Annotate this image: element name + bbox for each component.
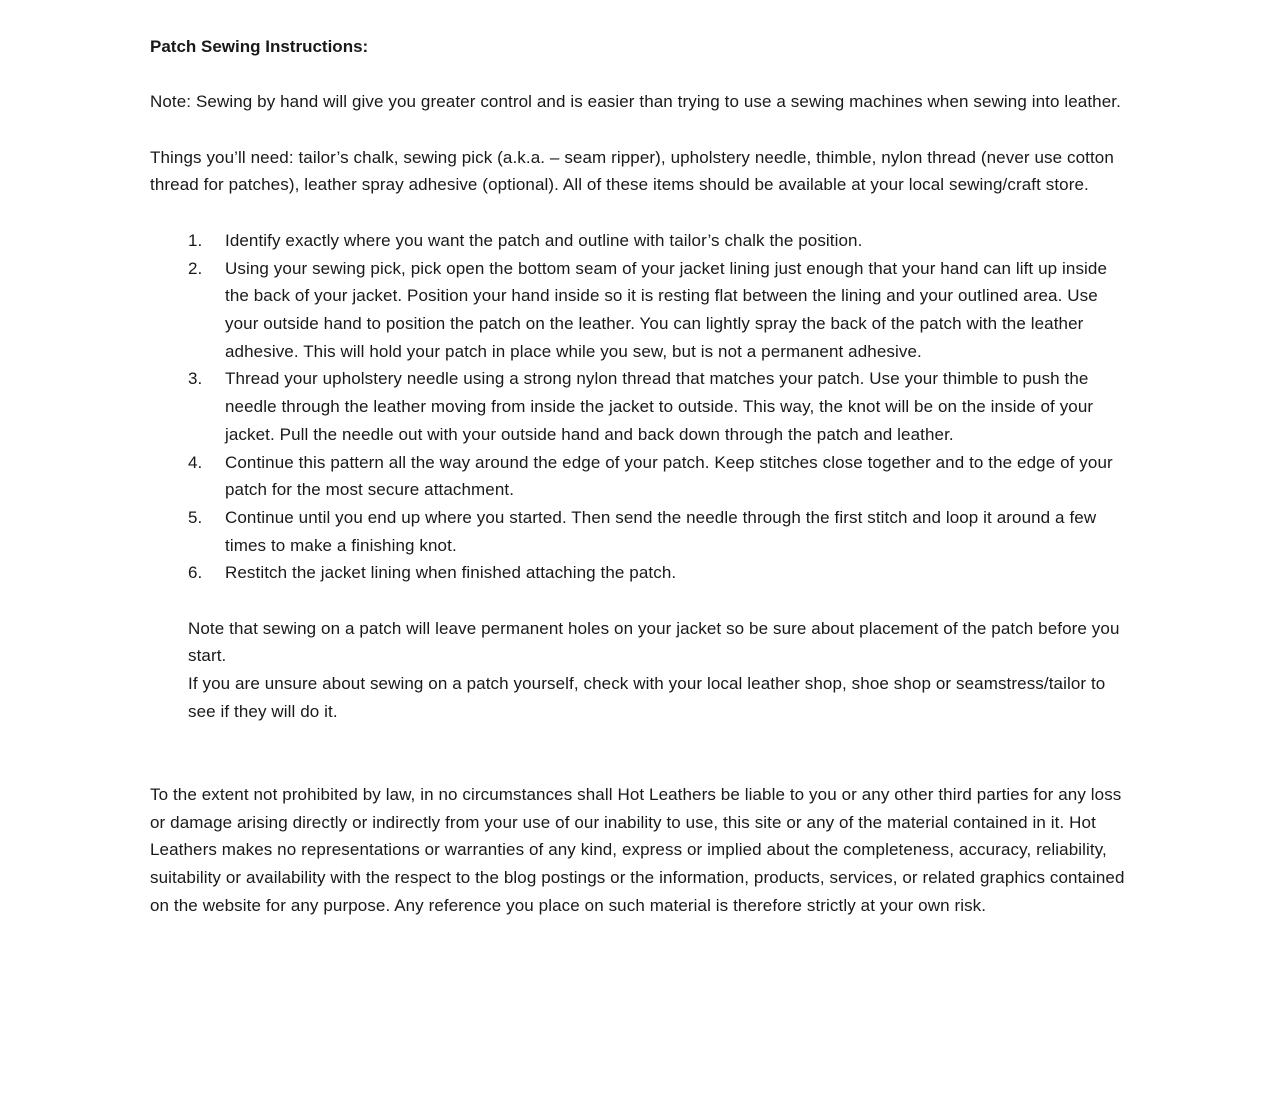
step-text: Identify exactly where you want the patch and outline with tailor’s chalk the position.	[225, 230, 863, 250]
step-text: Restitch the jacket lining when finished attaching the patch.	[225, 563, 677, 583]
step-item-1	[150, 227, 1125, 255]
step-number: 3.	[188, 369, 203, 389]
step-text: Continue until you end up where you started. Then send the needle through the first stitch and loop it around a few times to make a finishing knot.	[225, 507, 1097, 555]
disclaimer-paragraph: To the extent not prohibited by law, in no circumstances shall Hot Leathers be liable to you or any other third parties for any loss or damage arising directly or indirectly from your use of our inability to use, this site or any of the material contained in it. Hot Leathers makes no representations or warranties of any kind, express or implied about the completeness, accuracy, reliability, suitability or availability with the respect to the blog postings or the information, products, services, or related graphics contained on the website for any purpose. Any reference you place on such material is therefore strictly at your own risk.	[150, 784, 1125, 915]
step-item-2	[150, 255, 1125, 366]
document-title: Patch Sewing Instructions:	[150, 37, 369, 56]
step-number: 4.	[188, 452, 203, 472]
placement-note-paragraph: Note that sewing on a patch will leave permanent holes on your jacket so be sure about placement of the patch before you start.	[188, 618, 1120, 666]
notes-block	[188, 615, 1125, 726]
step-text: Using your sewing pick, pick open the bottom seam of your jacket lining just enough that your hand can lift up inside the back of your jacket. Position your hand inside so it is resting flat between the lining and your outlined area. Use your outside hand to position the patch on the leather. You can lightly spray the back of the patch with the leather adhesive. This will hold your patch in place while you sew, but is not a permanent adhesive.	[225, 258, 1108, 361]
diy-alternative-paragraph: If you are unsure about sewing on a patch yourself, check with your local leather shop, shoe shop or seamstress/tailor to see if they will do it.	[188, 674, 1106, 721]
step-number: 5.	[188, 507, 203, 527]
step-number: 1.	[188, 230, 203, 250]
step-number: 2.	[188, 258, 203, 278]
step-item-3	[150, 365, 1125, 448]
step-number: 6.	[188, 563, 203, 583]
step-text: Continue this pattern all the way around the edge of your patch. Keep stitches close together and to the edge of your patch for the most secure attachment.	[225, 452, 1113, 500]
intro-note-paragraph: Note: Sewing by hand will give you greater control and is easier than trying to use a sewing machines when sewing into leather.	[150, 92, 1121, 112]
step-item-4	[150, 449, 1125, 504]
steps-list	[150, 227, 1125, 587]
step-text: Thread your upholstery needle using a strong nylon thread that matches your patch. Use your thimble to push the needle through the leather moving from inside the jacket to outside. This way, the knot will be on the inside of your jacket. Pull the needle out with your outside hand and back down through the patch and leather.	[225, 369, 1094, 444]
supplies-paragraph: Things you’ll need: tailor’s chalk, sewing pick (a.k.a. – seam ripper), upholstery needle, thimble, nylon thread (never use cotton thread for patches), leather spray adhesive (optional). All of these items should be available at your local sewing/craft store.	[150, 147, 1114, 195]
step-item-6	[150, 559, 1125, 587]
step-item-5	[150, 504, 1125, 559]
